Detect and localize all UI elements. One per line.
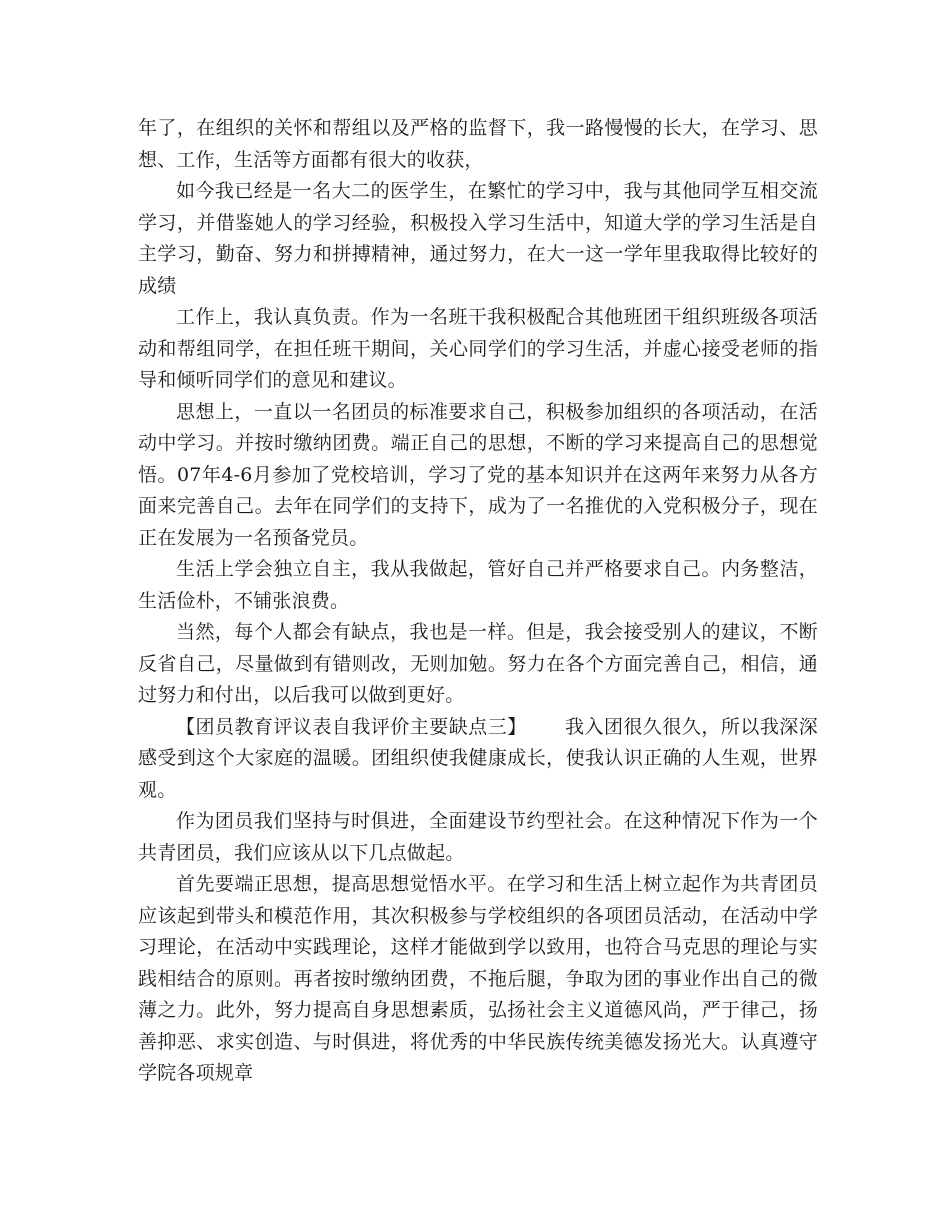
document-body [138,113,818,1090]
paragraph-1: 年了，在组织的关怀和帮组以及严格的监督下，我一路慢慢的长大，在学习、思想、工作，生活等方面都有很大的收获， [138,117,818,171]
paragraph-2: 如今我已经是一名大二的医学生，在繁忙的学习中，我与其他同学互相交流学习，并借鉴她人的学习经验，积极投入学习生活中，知道大学的学习生活是自主学习，勤奋、努力和拼搏精神，通过努力，在大一这一学年里我取得比较好的成绩 [138,180,818,297]
paragraph-3: 工作上，我认真负责。作为一名班干我积极配合其他班团干组织班级各项活动和帮组同学，在担任班干期间，关心同学们的学习生活，并虚心接受老师的指导和倾听同学们的意见和建议。 [138,306,818,391]
paragraph-6: 当然，每个人都会有缺点，我也是一样。但是，我会接受别人的建议，不断反省自己，尽量做到有错则改，无则加勉。努力在各个方面完善自己，相信，通过努力和付出，以后我可以做到更好。 [138,621,818,706]
paragraph-9: 首先要端正思想，提高思想觉悟水平。在学习和生活上树立起作为共青团员应该起到带头和模范作用，其次积极参与学校组织的各项团员活动，在活动中学习理论，在活动中实践理论，这样才能做到学以致用，也符合马克思的理论与实践相结合的原则。再者按时缴纳团费，不拖后腿，争取为团的事业作出自己的微薄之力。此外，努力提高自身思想素质，弘扬社会主义道德风尚，严于律己，扬善抑恶、求实创造、与时俱进，将优秀的中华民族传统美德发扬光大。认真遵守学院各项规章 [138,873,818,1084]
paragraph-7-text: 我入团很久很久，所以我深深感受到这个大家庭的温暖。团组织使我健康成长，使我认识正确的人生观，世界观。 [138,715,818,801]
paragraph-8: 作为团员我们坚持与时俱进，全面建设节约型社会。在这种情况下作为一个共青团员，我们应该从以下几点做起。 [138,810,818,864]
section-heading: 【团员教育评议表自我评价主要缺点三】 [176,715,527,738]
paragraph-5: 生活上学会独立自主，我从我做起，管好自己并严格要求自己。内务整洁，生活俭朴，不铺张浪费。 [138,558,818,612]
paragraph-7 [138,712,818,807]
paragraph-4: 思想上，一直以一名团员的标准要求自己，积极参加组织的各项活动，在活动中学习。并按时缴纳团费。端正自己的思想，不断的学习来提高自己的思想觉悟。07年4-6月参加了党校培训，学习了党的基本知识并在这两年来努力从各方面来完善自己。去年在同学们的支持下，成为了一名推优的入党积极分子，现在正在发展为一名预备党员。 [138,400,818,549]
